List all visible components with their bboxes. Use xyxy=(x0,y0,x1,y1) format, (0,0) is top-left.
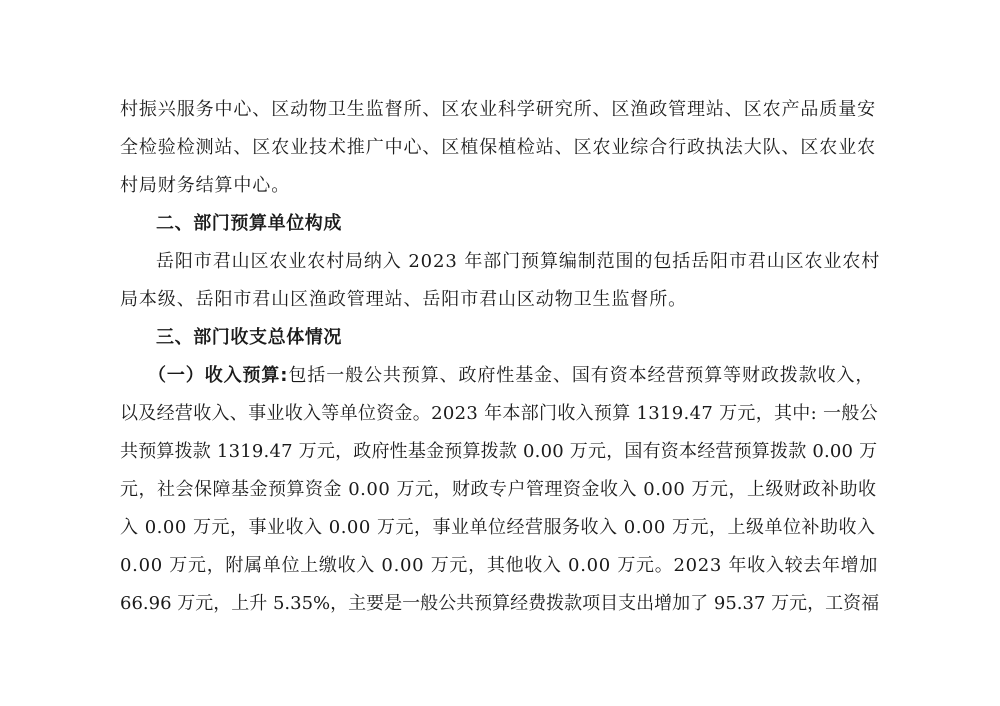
income-budget-label: （一）收入预算: xyxy=(148,365,289,386)
paragraph-line: 全检验检测站、区农业技术推广中心、区植保植检站、区农业综合行政执法大队、区农业农 xyxy=(120,137,876,158)
section-heading: 三、部门收支总体情况 xyxy=(156,327,342,348)
paragraph-line: 共预算拨款 1319.47 万元，政府性基金预算拨款 0.00 万元，国有资本经营预算拨款 0.00 万 xyxy=(120,441,878,462)
income-budget-text: 包括一般公共预算、政府性基金、国有资本经营预算等财政拨款收入， xyxy=(288,365,875,386)
paragraph-line: 岳阳市君山区农业农村局纳入 2023 年部门预算编制范围的包括岳阳市君山区农业农村 xyxy=(156,251,880,272)
paragraph-line xyxy=(148,364,880,388)
paragraph-line: 入 0.00 万元，事业收入 0.00 万元，事业单位经营服务收入 0.00 万元，上级单位补助收入 xyxy=(120,517,876,538)
paragraph-line: 村局财务结算中心。 xyxy=(120,175,291,196)
paragraph-line: 66.96 万元，上升 5.35%，主要是一般公共预算经费拨款项目支出增加了 95.37 万元，工资福 xyxy=(120,593,880,614)
paragraph-line: 村振兴服务中心、区动物卫生监督所、区农业科学研究所、区渔政管理站、区农产品质量安 xyxy=(120,99,876,120)
paragraph-line: 0.00 万元，附属单位上缴收入 0.00 万元，其他收入 0.00 万元。2023 年收入较去年增加 xyxy=(120,555,879,576)
paragraph-line: 元，社会保障基金预算资金 0.00 万元，财政专户管理资金收入 0.00 万元，上级财政补助收 xyxy=(120,479,877,500)
paragraph-line: 以及经营收入、事业收入等单位资金。2023 年本部门收入预算 1319.47 万元，其中: 一般公 xyxy=(120,403,878,424)
paragraph-line: 局本级、岳阳市君山区渔政管理站、岳阳市君山区动物卫生监督所。 xyxy=(120,289,687,310)
section-heading: 二、部门预算单位构成 xyxy=(156,213,342,234)
